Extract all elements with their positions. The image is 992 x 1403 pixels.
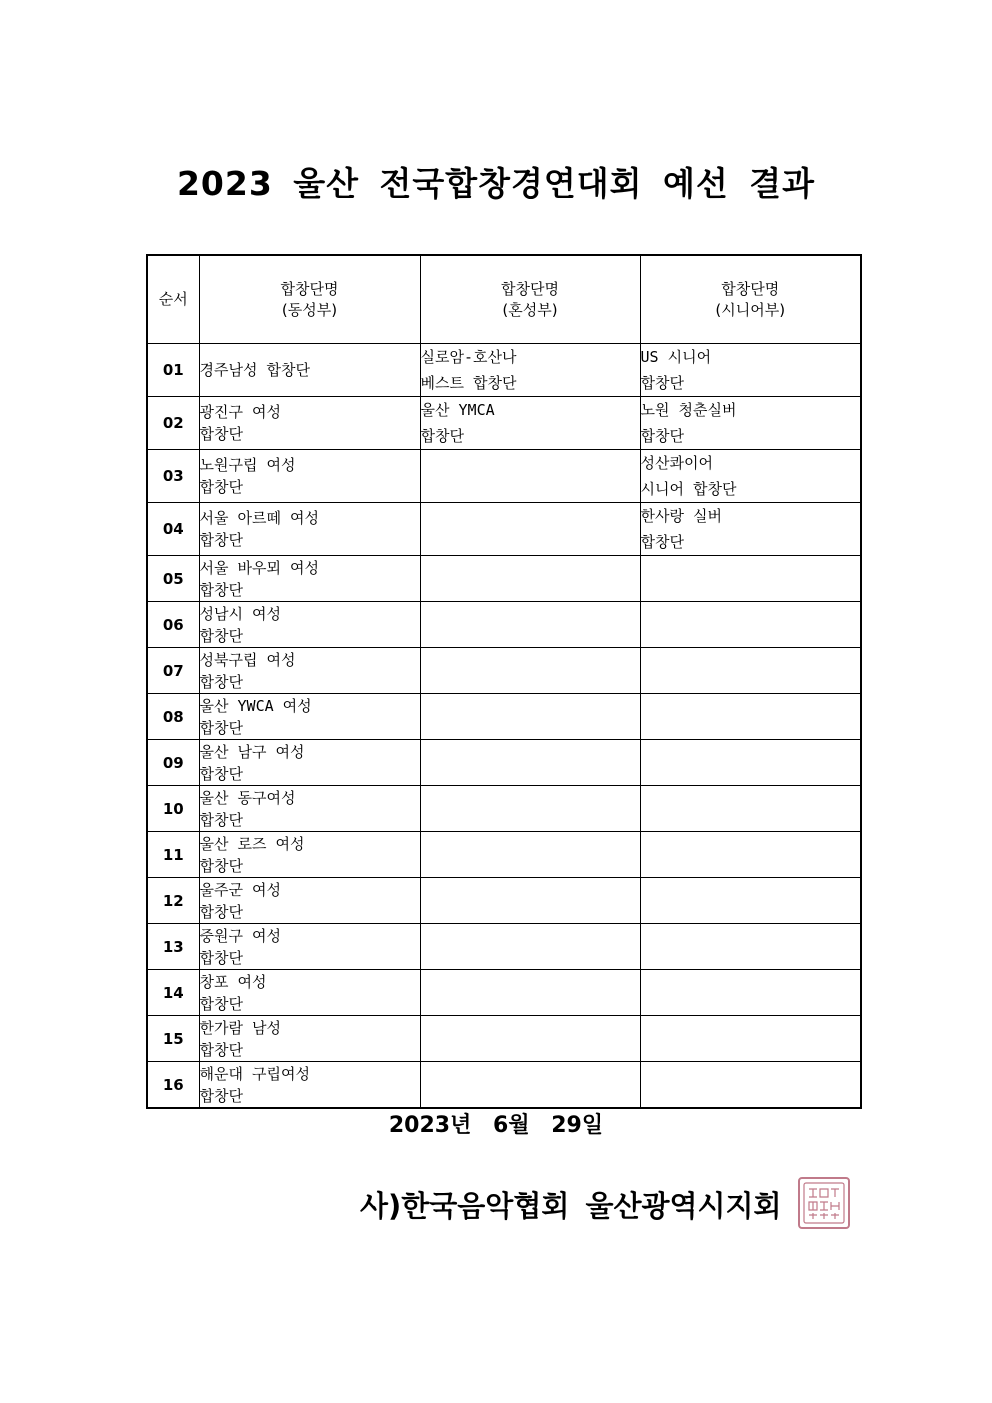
row-number: 04 [147, 503, 199, 556]
row-number: 13 [147, 924, 199, 970]
header-order-label: 순서 [158, 290, 188, 308]
choir-name-line: 울산 YMCA [420, 401, 495, 419]
mixed-choir-cell [420, 740, 640, 786]
choir-name-line: 중원구 여성 [199, 926, 281, 945]
senior-choir-cell [640, 694, 861, 740]
mixed-choir-cell [420, 556, 640, 602]
choir-name-line: 합창단 [640, 427, 684, 445]
senior-choir-cell [640, 344, 861, 397]
header-mixed-line2: (혼성부) [502, 300, 558, 319]
senior-choir-cell [640, 556, 861, 602]
choir-name-line: 합창단 [199, 626, 243, 645]
mixed-choir-cell [420, 602, 640, 648]
senior-choir-cell [640, 397, 861, 450]
choir-name-line: 경주남성 합창단 [199, 361, 310, 379]
mixed-choir-cell [420, 1062, 640, 1109]
same-gender-choir-cell [199, 786, 420, 832]
choir-name-line: 성산콰이어 [640, 454, 713, 472]
same-gender-choir-cell [199, 503, 420, 556]
senior-choir-cell [640, 740, 861, 786]
choir-name-line: 울산 남구 여성 [199, 742, 305, 761]
senior-choir-cell [640, 970, 861, 1016]
row-number: 02 [147, 397, 199, 450]
choir-name-line: 합창단 [199, 902, 243, 921]
mixed-choir-cell [420, 450, 640, 503]
row-number: 06 [147, 602, 199, 648]
header-mixed-line1: 합창단명 [501, 279, 559, 298]
choir-name-line: 노원 청춘실버 [640, 401, 737, 419]
same-gender-choir-cell [199, 556, 420, 602]
choir-name-line: 해운대 구립여성 [199, 1064, 310, 1083]
table-row [147, 740, 861, 786]
table-row [147, 832, 861, 878]
table-row [147, 924, 861, 970]
header-senior-line1: 합창단명 [721, 279, 780, 298]
table-row [147, 1062, 861, 1109]
same-gender-choir-cell [199, 694, 420, 740]
table-row [147, 556, 861, 602]
same-gender-choir-cell [199, 970, 420, 1016]
mixed-choir-cell [420, 832, 640, 878]
choir-name-line: 합창단 [199, 994, 243, 1013]
row-number: 14 [147, 970, 199, 1016]
results-table [146, 254, 862, 1109]
same-gender-choir-cell [199, 740, 420, 786]
row-number: 15 [147, 1016, 199, 1062]
choir-name-line: 합창단 [199, 478, 243, 496]
row-number: 05 [147, 556, 199, 602]
choir-name-line: 합창단 [640, 533, 684, 551]
header-same-gender [199, 255, 420, 344]
same-gender-choir-cell [199, 602, 420, 648]
choir-name-line: 서울 바우뫼 여성 [199, 558, 319, 577]
senior-choir-cell [640, 648, 861, 694]
choir-name-line: 서울 아르떼 여성 [199, 509, 319, 527]
senior-choir-cell [640, 832, 861, 878]
choir-name-line: 성북구립 여성 [199, 650, 296, 669]
organization-name: 사)한국음악협회 울산광역시지회 [360, 1189, 782, 1223]
header-same-gender-line1: 합창단명 [280, 279, 339, 298]
same-gender-choir-cell [199, 924, 420, 970]
date: 2023년 6월 29일 [388, 1113, 604, 1138]
choir-name-line: 합창단 [199, 672, 243, 691]
same-gender-choir-cell [199, 878, 420, 924]
senior-choir-cell [640, 450, 861, 503]
row-number: 11 [147, 832, 199, 878]
same-gender-choir-cell [199, 832, 420, 878]
same-gender-choir-cell [199, 648, 420, 694]
choir-name-line: 합창단 [199, 531, 243, 549]
senior-choir-cell [640, 1062, 861, 1109]
choir-name-line: US 시니어 [640, 348, 712, 366]
same-gender-choir-cell [199, 397, 420, 450]
choir-name-line: 합창단 [199, 425, 243, 443]
senior-choir-cell [640, 878, 861, 924]
choir-name-line: 합창단 [199, 810, 243, 829]
choir-name-line: 합창단 [199, 948, 243, 967]
row-number: 09 [147, 740, 199, 786]
choir-name-line: 노원구립 여성 [199, 456, 296, 474]
header-mixed [420, 255, 640, 344]
choir-name-line: 베스트 합창단 [420, 374, 517, 392]
row-number: 03 [147, 450, 199, 503]
table-row [147, 503, 861, 556]
header-order [147, 255, 199, 344]
table-row [147, 970, 861, 1016]
same-gender-choir-cell [199, 1062, 420, 1109]
table-row [147, 648, 861, 694]
choir-name-line: 한가람 남성 [199, 1018, 281, 1037]
choir-name-line: 광진구 여성 [199, 403, 281, 421]
choir-name-line: 합창단 [199, 580, 243, 599]
choir-name-line: 성남시 여성 [199, 604, 281, 623]
header-senior [640, 255, 861, 344]
table-row [147, 694, 861, 740]
senior-choir-cell [640, 1016, 861, 1062]
mixed-choir-cell [420, 970, 640, 1016]
choir-name-line: 합창단 [199, 856, 243, 875]
choir-name-line: 울주군 여성 [199, 880, 281, 899]
mixed-choir-cell [420, 344, 640, 397]
choir-name-line: 합창단 [199, 1040, 243, 1059]
same-gender-choir-cell [199, 344, 420, 397]
same-gender-choir-cell [199, 1016, 420, 1062]
mixed-choir-cell [420, 1016, 640, 1062]
choir-name-line: 울산 로즈 여성 [199, 834, 305, 853]
mixed-choir-cell [420, 648, 640, 694]
row-number: 01 [147, 344, 199, 397]
choir-name-line: 합창단 [199, 764, 243, 783]
choir-name-line: 시니어 합창단 [640, 480, 737, 498]
choir-name-line: 창포 여성 [199, 972, 267, 991]
mixed-choir-cell [420, 878, 640, 924]
table-body [147, 344, 861, 1109]
mixed-choir-cell [420, 397, 640, 450]
choir-name-line: 실로암-호산나 [420, 348, 517, 366]
mixed-choir-cell [420, 786, 640, 832]
choir-name-line: 합창단 [640, 374, 684, 392]
row-number: 07 [147, 648, 199, 694]
mixed-choir-cell [420, 694, 640, 740]
table-row [147, 344, 861, 397]
choir-name-line: 울산 YWCA 여성 [199, 696, 312, 715]
table-row [147, 602, 861, 648]
header-senior-line2: (시니어부) [715, 300, 786, 319]
choir-name-line: 합창단 [199, 1086, 243, 1105]
mixed-choir-cell [420, 503, 640, 556]
row-number: 08 [147, 694, 199, 740]
same-gender-choir-cell [199, 450, 420, 503]
mixed-choir-cell [420, 924, 640, 970]
official-seal-stamp [798, 1177, 850, 1229]
choir-name-line: 합창단 [420, 427, 464, 445]
senior-choir-cell [640, 503, 861, 556]
table-row [147, 450, 861, 503]
choir-name-line: 합창단 [199, 718, 243, 737]
table-row [147, 397, 861, 450]
table-header-row [147, 255, 861, 344]
choir-name-line: 울산 동구여성 [199, 788, 296, 807]
table-row [147, 786, 861, 832]
row-number: 10 [147, 786, 199, 832]
header-same-gender-line2: (동성부) [281, 300, 338, 319]
senior-choir-cell [640, 602, 861, 648]
row-number: 16 [147, 1062, 199, 1109]
row-number: 12 [147, 878, 199, 924]
senior-choir-cell [640, 924, 861, 970]
table-row [147, 878, 861, 924]
seal-icon [800, 1179, 848, 1227]
senior-choir-cell [640, 786, 861, 832]
choir-name-line: 한사랑 실버 [640, 507, 722, 525]
page-title: 2023 울산 전국합창경연대회 예선 결과 [176, 164, 816, 203]
table-row [147, 1016, 861, 1062]
